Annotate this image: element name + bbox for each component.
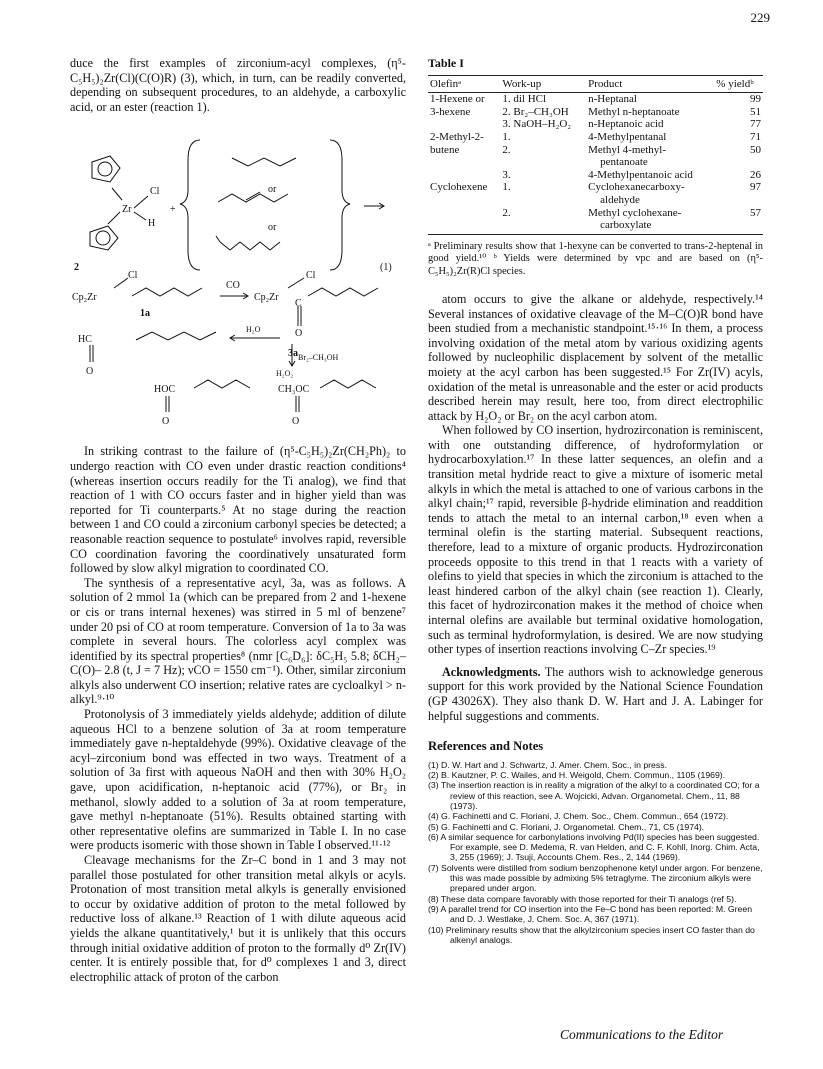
- chain-3a: [308, 288, 378, 296]
- olefin-1-hexene: [232, 158, 296, 166]
- table-row: [428, 156, 763, 169]
- scheme-o-acyl: O: [295, 328, 303, 340]
- table-cell: n-Heptanal: [588, 93, 637, 106]
- table-cell: [500, 219, 586, 234]
- reference-item: (7) Solvents were distilled from sodium benzophenone ketyl under argon. For benzene, this was made possible by admixing 5% tetraglyme. The zirconium alkyls were prepared under argon.: [428, 862, 763, 894]
- reference-item: (10) Preliminary results show that the alkylzirconium species insert CO faster than do alkenyl analogs.: [428, 924, 755, 945]
- intro-paragraph: duce the first examples of zirconium-acyl complexes, (η⁵-C₅H₅)₂Zr(Cl)(C(O)R) (3), which, in turn, can be readily converted, depending on subsequent procedures, to an aldehyde, a carboxylic acid, or an ester (reaction 1).: [70, 56, 406, 114]
- protonolysis-paragraph: Protonolysis of 3 immediately yields aldehyde; addition of dilute aqueous HCl to a benzene solution of 3a at room temperature immediately gave n-heptaldehyde (99%). Oxidative cleavage of the acyl–zirconium bond was effected in two ways. Treatment of a solution of 3a first with aqueous NaOH and then with 30% H₂O₂ gave, upon acidification, n-heptanoic acid (77%), or Br₂ in methanol, slowly added to a solution of 3a at room temperature, gave methyl n-heptanoate (51%). Results obtained starting with other representative olefins are summarized in Table I. In no case were products isomeric with those shown in Table I observed.¹¹·¹²: [70, 707, 406, 853]
- table-title: Table I: [428, 56, 464, 70]
- acknowledgments-text: The authors wish to acknowledge generous support for this work provided by the National Science Foundation (GP 43026X). They also thank D. W. Hart and J. A. Labinger for helpful suggestions and comments.: [428, 664, 763, 723]
- table-cell: carboxylate: [586, 219, 714, 234]
- scheme-hc: HC: [78, 334, 92, 346]
- scheme-h: H: [148, 218, 156, 230]
- table-cell: 71: [750, 130, 761, 143]
- table-cell: [428, 156, 500, 169]
- table-cell: 3-hexene: [430, 105, 471, 118]
- table-cell: Cyclohexanecarboxy-: [588, 181, 685, 194]
- scheme-label-1a: 1a: [140, 308, 150, 320]
- table-footnote: ᵃ Preliminary results show that 1-hexyne can be converted to trans-2-heptenal in good yield.¹⁰ ᵇ Yields were determined by vpc and are based on (η⁵-C₅H₅)₂Zr(R)Cl species.: [428, 240, 763, 277]
- scheme-cp2zr-1a: Cp₂Zr: [72, 292, 97, 304]
- table-row: [428, 169, 763, 182]
- scheme-compound-2: 2: [74, 262, 79, 274]
- scheme-cl-3a: Cl: [306, 270, 316, 282]
- table-header-olefin: Olefinᵃ: [428, 75, 500, 93]
- scheme-br2: Br₂–CH₃OH: [298, 353, 339, 363]
- table-cell: [500, 194, 586, 207]
- footer-section-title: Communications to the Editor: [560, 1027, 724, 1042]
- table-cell: 2-Methyl-2-: [430, 130, 484, 143]
- table-cell: Methyl cyclohexane-: [588, 206, 682, 219]
- table-cell: n-Heptanoic acid: [588, 118, 664, 131]
- table-cell: 2. Br₂–CH₃OH: [502, 105, 569, 118]
- table-cell: 50: [750, 143, 761, 156]
- references-title: References and Notes: [428, 739, 544, 754]
- table-cell: 1-Hexene or: [430, 93, 485, 106]
- reference-item: (5) G. Fachinetti and C. Floriani, J. Organometal. Chem., 71, C5 (1974).: [428, 821, 705, 832]
- table-cell: Methyl n-heptanoate: [588, 105, 680, 118]
- table-cell: 4-Methylpentanal: [588, 130, 667, 143]
- cp-ring-top-inner: [98, 162, 112, 176]
- scheme-o-acid: O: [162, 416, 170, 428]
- scheme-or-2: or: [268, 222, 277, 234]
- scheme-zr: Zr: [122, 204, 132, 216]
- acknowledgments-title: Acknowledgments.: [442, 664, 541, 679]
- table-cell: 3. NaOH–H₂O₂: [502, 118, 572, 131]
- table-cell: 2.: [502, 143, 511, 156]
- reaction-scheme-drawing: [70, 120, 406, 436]
- table-row: [428, 93, 763, 106]
- table-cell: 51: [750, 105, 761, 118]
- table-body: [428, 93, 763, 235]
- table-row: [428, 144, 763, 157]
- olefin-internal-hexene: [218, 194, 288, 202]
- table-cell: [428, 194, 500, 207]
- table-row: [428, 219, 763, 234]
- table-cell: Methyl 4-methyl-: [588, 143, 667, 156]
- table-row: [428, 131, 763, 144]
- table-header-yield: % yieldᵇ: [714, 75, 763, 93]
- table-cell: 97: [750, 181, 761, 194]
- table-cell: 77: [750, 118, 761, 131]
- page-number: 229: [750, 10, 770, 25]
- table-cell: [428, 118, 500, 131]
- scheme-label-3a: 3a: [288, 348, 298, 360]
- table-cell: 26: [750, 168, 761, 181]
- table-cell: [500, 156, 586, 169]
- table-row: [428, 106, 763, 119]
- olefin-hexene-3: [220, 242, 280, 250]
- table-cell: [428, 219, 500, 234]
- table-cell: [714, 194, 763, 207]
- reference-item: (8) These data compare favorably with those reported for their Ti analogs (ref 5).: [428, 893, 737, 904]
- table-cell: 1. dil HCl: [502, 93, 547, 106]
- table-cell: butene: [430, 143, 460, 156]
- acknowledgments-paragraph: [428, 665, 763, 723]
- chain-ester: [320, 380, 376, 388]
- table-cell: 57: [750, 206, 761, 219]
- scheme-o-aldehyde: O: [86, 366, 94, 378]
- table-cell: pentanoate: [600, 156, 648, 169]
- cp-ring-bottom: [90, 226, 118, 250]
- table-cell: [428, 207, 500, 220]
- cleavage-paragraph: Cleavage mechanisms for the Zr–C bond in 1 and 3 may not parallel those postulated for other transition metal alkyls or acyls. Protonation of most transition metal alkyls is generally envisioned to occur by oxidative addition of proton to the metal followed by reductive loss of alkane.¹³ Reaction of 1 with dilute aqueous acid yields the alkane quantitatively,¹ but it is unlikely that this occurs through initial oxidative addition of proton to the formally d⁰ Zr(IV) center. It is entirely possible that, for d⁰ complexes 1 and 3, direct electrophilic attack of proton of the carbon: [70, 853, 406, 984]
- atom-paragraph: atom occurs to give the alkane or aldehyde, respectively.¹⁴ Several instances of oxidative cleavage of the M–C(O)R bond have been studied from a mechanistic standpoint.¹⁵·¹⁶ In them, a process involving oxidation of the metal atom by various oxidizing agents followed by nucleophilic displacement by solvent of the metallic moiety at the acyl carbon has been suggested.¹⁵ For Zr(IV) acyls, oxidation of the metal is unreasonable and the ester or acid products described herein may result, here too, from direct electrophilic attack by H₂O₂ or Br₂ on the acyl carbon atom.: [428, 291, 763, 423]
- table-cell: 1.: [502, 130, 511, 143]
- left-brace: [180, 140, 200, 270]
- scheme-hoc: HOC: [154, 384, 176, 396]
- table-cell: 99: [750, 93, 761, 106]
- chain-acid: [194, 380, 250, 388]
- table-cell: 1.: [502, 181, 511, 194]
- scheme-co: CO: [226, 280, 240, 292]
- reference-item: (4) G. Fachinetti and C. Floriani, J. Chem. Soc., Chem. Commun., 654 (1972).: [428, 811, 729, 822]
- table-row: [428, 194, 763, 207]
- scheme-plus: +: [170, 204, 176, 216]
- table-header-workup: Work-up: [500, 75, 586, 93]
- scheme-cp2zr-3a: Cp₂Zr: [254, 292, 279, 304]
- reaction-scheme: [70, 120, 406, 436]
- scheme-o-ester: O: [292, 416, 300, 428]
- table-row: [428, 118, 763, 131]
- table-cell: aldehyde: [600, 193, 640, 206]
- table-cell: [428, 169, 500, 182]
- right-column: [428, 56, 763, 945]
- chain-aldehyde: [136, 332, 216, 340]
- scheme-c: C: [295, 298, 302, 310]
- reference-item: (2) B. Kautzner, P. C. Wailes, and H. Weigold, Chem. Commun., 1105 (1969).: [428, 770, 726, 781]
- reference-item: (1) D. W. Hart and J. Schwartz, J. Amer. Chem. Soc., in press.: [428, 759, 667, 770]
- left-column: [70, 56, 406, 984]
- followed-paragraph: When followed by CO insertion, hydrozirconation is reminiscent, with one outstanding difference, of hydroformylation or hydrocarboxylation.¹⁷ In these latter sequences, an olefin and a transition metal hydride react to give a mixture of isomeric metal alkyls in which the metal is attached to one of various carbons in the alkyl chain;¹⁷ rapid, reversible β-hydride elimination and readdition tends to attach the metal to an internal carbon,¹⁸ even when a terminal olefin is the starting material. Subsequent reactions, therefore, lead to a mixture of organic products. Hydrozirconation proceeds opposite to this trend in that 1 reacts with a variety of olefins to yield that species in which the zirconium is attached to the least hindered carbon of the alkyl chain (see reaction 1). Clearly, this facet of hydrozirconation makes it the method of choice when internal olefins are available but terminal oxidative homologation, such as terminal hydroformylation, is desired. We are now studying other types of insertion reactions involving C–Zr species.¹⁹: [428, 423, 763, 657]
- table-row: [428, 181, 763, 194]
- table-cell: [714, 219, 763, 234]
- chain-1a: [132, 288, 202, 296]
- contrast-paragraph: In striking contrast to the failure of (η⁵-C₅H₅)₂Zr(CH₂Ph)₂ to undergo reaction with CO even under drastic reaction conditions⁴ (whereas insertion occurs readily for the Ti analog), we find that reaction of 1 with CO occurs faster and in higher yield than was reported for Ti counterparts.⁵ At no stage during the reaction between 1 and CO could a zirconium carbonyl species be detected; a reasonable reaction sequence to postulate⁶ involves rapid, reversible CO coordination favoring the coordinatively unsaturated form followed by slow alkyl migration to coordinated CO.: [70, 444, 406, 576]
- cp-ring-top: [92, 156, 120, 182]
- table-1: [428, 75, 763, 235]
- synthesis-paragraph: The synthesis of a representative acyl, 3a, was as follows. A solution of 2 mmol 1a (which can be prepared from 2 and 1-hexene or cis or trans internal hexenes) was stirred in 5 ml of benzene⁷ under 20 psi of CO at room temperature. Conversion of 1a to 3a was complete in several hours. The colorless acyl complex was identified by its spectral properties⁸ (nmr [C₆D₆]: δC₅H₅ 5.8; δCH₂–C(O)– 2.8 (t, J = 7 Hz); νCO = 1550 cm⁻¹). Other, similar zirconium alkyls also underwent CO insertion; relative rates are cycloalkyl > n-alkyl.⁹·¹⁰: [70, 575, 406, 707]
- scheme-cl: Cl: [150, 186, 160, 198]
- scheme-h2o: H₂O: [246, 325, 261, 335]
- reference-item: (3) The insertion reaction is in reality a migration of the alkyl to a coordinated CO; for a review of this reaction, see A. Wojcicki, Advan. Organometal. Chem., 11, 88 (1973).: [428, 780, 760, 811]
- reference-item: (6) A similar sequence for carbonylations involving Pd(II) species has been suggested. For example, see D. Medema, R. van Helden, and C. F. Kohll, Inorg. Chim. Acta, 3, 255 (1969); J. Tsuji, Accounts Chem. Res., 2, 144 (1969).: [428, 831, 760, 863]
- scheme-h2o2: H₂O₂: [276, 369, 294, 379]
- table-row: [428, 207, 763, 220]
- table-cell: 3.: [502, 168, 511, 181]
- scheme-reaction-number: (1): [380, 262, 392, 274]
- table-header-product: Product: [586, 75, 714, 93]
- table-cell: [714, 156, 763, 169]
- table-cell: Cyclohexene: [430, 181, 488, 194]
- table-cell: 2.: [502, 206, 511, 219]
- scheme-or-1: or: [268, 184, 277, 196]
- scheme-ch3oc: CH₃OC: [278, 384, 310, 396]
- scheme-cl-1a: Cl: [128, 270, 138, 282]
- references-list: [428, 760, 763, 945]
- cp-ring-bottom-inner: [96, 231, 110, 245]
- table-cell: 4-Methylpentanoic acid: [588, 168, 693, 181]
- right-brace: [330, 140, 350, 270]
- reference-item: (9) A parallel trend for CO insertion into the Fe–C bond has been reported: M. Green and D. J. Westlake, J. Chem. Soc. A, 367 (1971).: [428, 903, 753, 925]
